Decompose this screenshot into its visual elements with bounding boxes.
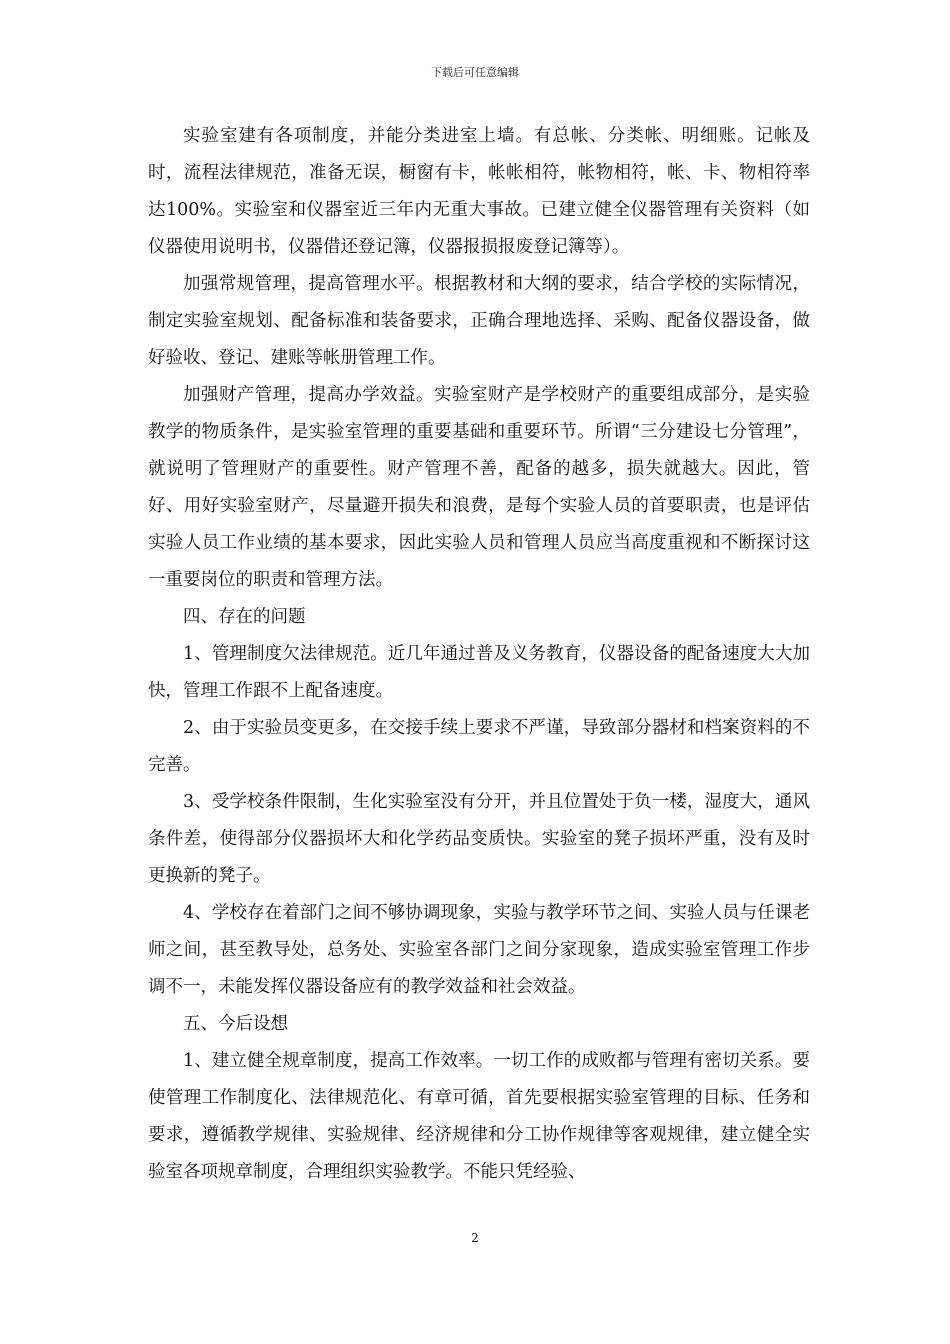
paragraph-management-records: 实验室建有各项制度，并能分类进室上墙。有总帐、分类帐、明细账。记帐及时，流程法律规范，准备无误，橱窗有卡，帐帐相符，帐物相符，帐、卡、物相符率达100%。实验室和仪器室近三年内无重大事故。已建立健全仪器管理有关资料（如仪器使用说明书，仪器借还登记簿，仪器报损报废登记簿等）。 [148, 126, 810, 257]
section-heading-future-plans: 五、今后设想 [183, 1014, 288, 1034]
document-body [148, 118, 810, 1191]
paragraph-property-management: 加强财产管理，提高办学效益。实验室财产是学校财产的重要组成部分，是实验教学的物质条件，是实验室管理的重要基础和重要环节。所谓“三分建设七分管理”，就说明了管理财产的重要性。财产管理不善，配备的越多，损失就越大。因此，管好、用好实验室财产，尽量避开损失和浪费，是每个实验人员的首要职责，也是评估实验人员工作业绩的基本要求，因此实验人员和管理人员应当高度重视和不断探讨这一重要岗位的职责和管理方法。 [148, 385, 810, 590]
paragraph-problem-4: 4、学校存在着部门之间不够协调现象，实验与教学环节之间、实验人员与任课老师之间，甚至教导处，总务处、实验室各部门之间分家现象，造成实验室管理工作步调不一，未能发挥仪器设备应有的教学效益和社会效益。 [148, 903, 810, 997]
paragraph-problem-3: 3、受学校条件限制，生化实验室没有分开，并且位置处于负一楼，湿度大，通风条件差，使得部分仪器损坏大和化学药品变质快。实验室的凳子损坏严重，没有及时更换新的凳子。 [148, 792, 810, 886]
paragraph-problem-1: 1、管理制度欠法律规范。近几年通过普及义务教育，仪器设备的配备速度大大加快，管理工作跟不上配备速度。 [148, 644, 810, 701]
page-header: 下载后可任意编辑 [431, 66, 519, 79]
section-heading-problems: 四、存在的问题 [183, 607, 306, 627]
paragraph-routine-management: 加强常规管理，提高管理水平。根据教材和大纲的要求，结合学校的实际情况，制定实验室规划、配备标准和装备要求，正确合理地选择、采购、配备仪器设备，做好验收、登记、建账等帐册管理工作。 [148, 274, 810, 368]
paragraph-problem-2: 2、由于实验员变更多，在交接手续上要求不严谨，导致部分器材和档案资料的不完善。 [148, 718, 810, 775]
paragraph-plan-1: 1、建立健全规章制度，提高工作效率。一切工作的成败都与管理有密切关系。要使管理工作制度化、法律规范化、有章可循，首先要根据实验室管理的目标、任务和要求，遵循教学规律、实验规律、经济规律和分工协作规律等客观规律，建立健全实验室各项规章制度，合理组织实验教学。不能只凭经验、 [148, 1051, 810, 1182]
page-number: 2 [471, 1231, 479, 1245]
